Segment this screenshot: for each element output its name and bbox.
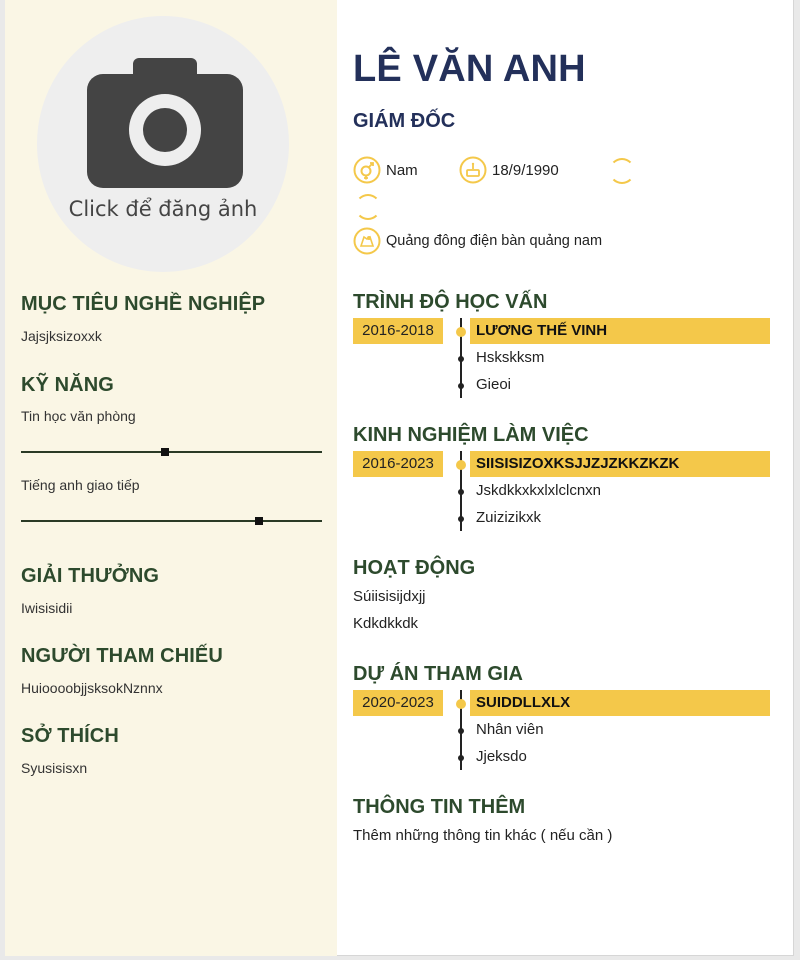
awards-text[interactable]: Iwisisidii (21, 600, 73, 616)
activity-item[interactable]: Kdkdkkdk (353, 615, 419, 632)
hobbies-text[interactable]: Syusisisxn (21, 760, 88, 776)
sidebar (5, 0, 337, 956)
skills-section (21, 374, 321, 397)
projects-heading: DỰ ÁN THAM GIA (353, 663, 523, 685)
awards-heading: GIẢI THƯỞNG (21, 565, 160, 587)
skill-name[interactable]: Tin học văn phòng (21, 408, 136, 424)
cv-page (5, 0, 794, 956)
gender-value[interactable]: Nam (386, 161, 418, 179)
birthday-info (459, 156, 559, 184)
references-text[interactable]: HuioooobjjsksokNznnx (21, 680, 163, 696)
extra-info-text[interactable]: Thêm những thông tin khác ( nếu cần ) (353, 827, 613, 844)
skill-level-handle[interactable] (255, 517, 263, 525)
camera-icon (87, 54, 243, 190)
skill-bar (21, 451, 322, 453)
activity-item[interactable]: Súiisisijdxjj (353, 588, 426, 605)
activities-heading: HOẠT ĐỘNG (353, 557, 476, 579)
experience-title[interactable]: SIISISIZOXKSJJZJZKKZKZK (470, 451, 770, 477)
objective-heading: MỤC TIÊU NGHỀ NGHIỆP (21, 293, 266, 315)
education-date[interactable]: 2016-2018 (353, 318, 443, 344)
job-title[interactable]: GIÁM ĐỐC (353, 110, 456, 132)
skill-bar (21, 520, 322, 522)
email-icon[interactable] (355, 194, 381, 220)
extra-info-heading: THÔNG TIN THÊM (353, 796, 526, 818)
phone-icon[interactable] (609, 158, 635, 184)
address-value[interactable]: Quảng đông điện bàn quảng nam (386, 233, 603, 249)
timeline-dot (458, 356, 464, 362)
address-info (353, 227, 602, 255)
awards-section (21, 565, 321, 616)
skill-level-handle[interactable] (161, 448, 169, 456)
timeline-dot (458, 728, 464, 734)
timeline-dot (456, 327, 466, 337)
birthday-value[interactable]: 18/9/1990 (492, 161, 559, 179)
project-title[interactable]: SUIDDLLXLX (470, 690, 770, 716)
timeline-dot (458, 755, 464, 761)
hobbies-section (21, 725, 321, 776)
timeline-dot (456, 460, 466, 470)
timeline-dot (458, 383, 464, 389)
project-detail[interactable]: Nhân viên (476, 721, 544, 738)
experience-detail[interactable]: Jskdkkxkxlxlclcnxn (476, 482, 602, 499)
timeline-dot (458, 516, 464, 522)
map-icon (353, 227, 381, 255)
birthday-cake-icon (459, 156, 487, 184)
full-name[interactable]: LÊ VĂN ANH (353, 48, 586, 90)
timeline-dot (458, 489, 464, 495)
education-detail[interactable]: Hskskksm (476, 349, 545, 366)
objective-section (21, 293, 321, 344)
timeline-dot (456, 699, 466, 709)
project-date[interactable]: 2020-2023 (353, 690, 443, 716)
gender-info (353, 156, 418, 184)
education-detail[interactable]: Gieoi (476, 376, 512, 393)
experience-date[interactable]: 2016-2023 (353, 451, 443, 477)
gender-icon (353, 156, 381, 184)
education-title[interactable]: LƯƠNG THẾ VINH (470, 318, 770, 344)
project-detail[interactable]: Jjeksdo (476, 748, 527, 765)
references-heading: NGƯỜI THAM CHIẾU (21, 645, 223, 667)
objective-text[interactable]: Jajsjksizoxxk (21, 328, 102, 344)
education-heading: TRÌNH ĐỘ HỌC VẤN (353, 291, 548, 313)
skills-heading: KỸ NĂNG (21, 374, 114, 396)
hobbies-heading: SỞ THÍCH (21, 725, 119, 747)
avatar-upload-label: Click để đăng ảnh (68, 197, 258, 221)
experience-detail[interactable]: Zuizizikxk (476, 509, 542, 526)
references-section (21, 645, 321, 696)
avatar-upload[interactable] (37, 16, 289, 272)
experience-heading: KINH NGHIỆM LÀM VIỆC (353, 424, 589, 446)
skill-name[interactable]: Tiếng anh giao tiếp (21, 477, 140, 493)
